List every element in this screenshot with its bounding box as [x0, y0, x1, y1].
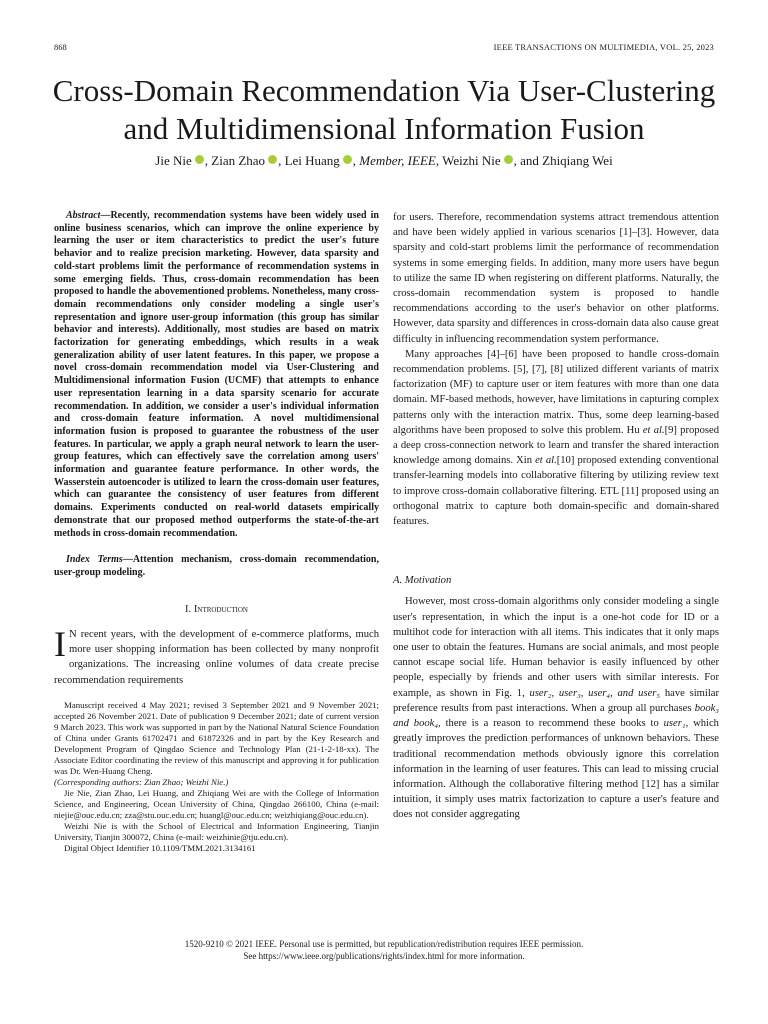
author-list — [40, 153, 728, 169]
intro-paragraph-text: N recent years, with the development of e-commerce platforms, much more user shopping information has been collected by many nonprofit organizations. The increasing online volumes of data create precise recommendation requirements — [54, 628, 379, 686]
math-user1: user₁ — [663, 718, 686, 730]
copyright-line-1: 1520-9210 © 2021 IEEE. Personal use is permitted, but republication/redistribution requires IEEE permission. — [184, 939, 584, 949]
footnote-manuscript — [54, 700, 379, 788]
author-1: Jie Nie — [155, 153, 192, 168]
page-number: 868 — [54, 42, 67, 52]
p2-text-c: [10] proposed extending conventional transfer-learning models into collaborative filtering by utilizing review text to improve cross-domain collaborative filtering. ETL [11] proposed using an orthogonal matrix to capture both domain-specific and domain-shared features. — [393, 455, 719, 528]
footnote-corresponding: (Corresponding authors: Zian Zhao; Weizhi Nie.) — [54, 776, 229, 787]
orcid-icon[interactable] — [343, 155, 352, 164]
body-paragraph-1: for users. Therefore, recommendation systems attract tremendous attention and have been widely applied in various scenarios [1]–[3]. However, data sparsity and cold-start problems limit the performance of recommendation systems in some emerging fields. In addition, many more users have begun to utilize the same ID when registering on different platforms. Naturally, the cross-domain recommendation system is proposed to handle recommendations according to the user's behavior on other platforms. However, data sparsity and differences in cross-domain data also cause great difficulty in influencing recommendation system performance. — [393, 212, 719, 345]
copyright-notice — [54, 938, 714, 962]
intro-paragraph — [54, 623, 379, 688]
author-3: , Lei Huang — [278, 153, 340, 168]
title-line-2: and Multidimensional Information Fusion — [123, 111, 645, 146]
p2-etal-1: et al. — [642, 424, 665, 436]
p2-text-b: [9] proposed a deep cross-connection network to learn and transfer the shared interaction knowledge among domains. Xin — [393, 424, 719, 467]
index-terms-text: —Attention mechanism, cross-domain recommendation, user-group modeling. — [54, 554, 379, 578]
p2-etal-2: et al. — [535, 455, 557, 467]
abstract-text: —Recently, recommendation systems have been widely used in online business scenarios, which can improve the online experience by learning the user or item characteristics to predict the user's future behavior and to realize precision marketing. However, data sparsity and cold-start problems limit the performance of recommendation systems in some emerging fields. Thus, cross-domain recommendation has been proposed to handle the abovementioned problems. Nonetheless, many cross-domain recommendations only consider modeling a single user's representation and ignore user-group information (this group has similar behavior and interests). Additionally, most studies are based on matrix factorization for generating embeddings, which results in a weak generalization ability of user latent features. In this paper, we propose a novel cross-domain recommendation model via User-Clustering and Multidimensional information Fusion (UCMF) that attempts to enhance user representation learning in a data sparsity scenario for accurate recommendation. In addition, we consider a user's individual information and cross-domain feature information. A novel multidimensional information fusion is proposed to guarantee the robustness of the user features. In particular, we apply a graph neural network to learn the user-group features, which can effectively save the correlation among users' information and guarantee feature performance. In other words, the Wasserstein autoencoder is utilized to learn the cross-domain user features, which can guarantee the consistency of user features from different domains. Experiments conducted on real-world datasets empirically demonstrate that our proposed method outperforms the state-of-the-art methods in cross-domain recommendation. — [54, 210, 379, 539]
section-number: I. — [185, 603, 194, 615]
p3-text-c: , there is a reason to recommend these books to — [438, 718, 664, 730]
footnote-manuscript-text: Manuscript received 4 May 2021; revised 3 September 2021 and 9 November 2021; accepted 26 November 2021. Date of publication 9 December 2021; date of current version 9 March 2023. This work was supported in part by the National Natural Science Foundation of China under Grants 61702471 and 61872326 and in part by the Key Research and Development Program of Qingdao Science and Technology Plan (21-1-2-18-xx). The Associate Editor coordinating the review of this manuscript and approving it for publication was Dr. Wen-Huang Cheng. — [54, 699, 379, 776]
author-5: , and Zhiqiang Wei — [513, 153, 613, 168]
p3-text-b: have similar preference results from past interactions. When a group all purchases — [393, 687, 720, 714]
abstract-label: Abstract — [66, 210, 101, 221]
orcid-icon[interactable] — [268, 155, 277, 164]
footnote-affiliation-2: Weizhi Nie is with the School of Electrical and Information Engineering, Tianjin University, Tianjin 300072, China (e-mail: weizhinie@tju.edu.cn). — [54, 820, 379, 842]
author-2: , Zian Zhao — [204, 153, 266, 168]
orcid-icon[interactable] — [195, 155, 204, 164]
math-books: book₃ and book₄ — [393, 702, 719, 730]
left-column — [54, 210, 379, 854]
footnote-doi: Digital Object Identifier 10.1109/TMM.2021.3134161 — [64, 842, 256, 853]
subsection-heading-motivation: A. Motivation — [393, 575, 452, 587]
index-terms — [54, 554, 379, 579]
section-heading-introduction — [54, 602, 379, 617]
copyright-line-2: See https://www.ieee.org/publications/rights/index.html for more information. — [243, 951, 525, 961]
paper-title — [40, 72, 728, 148]
body-paragraph-2 — [393, 347, 719, 529]
math-users: user₂, user₃, user₄, and user₅ — [529, 687, 661, 699]
p2-text-a: Many approaches [4]–[6] have been proposed to handle cross-domain recommendation problems. [5], [7], [8] utilized different variants of matrix factorization (MF) to capture user or item features with more than one data domain. MF-based methods, however, have limitations in capturing complex patterns only with the interaction matrix. Thus, some deep learning-based algorithms have been proposed to solve this problem. Hu — [393, 348, 719, 436]
p3-text-a: However, most cross-domain algorithms only consider modeling a single user's representation, in which the input is a one-hot code for ID or a multihot code for interaction with all items. This indicates that it only maps one user to obtain the features. Humans are social animals, and most people cannot escape social life. Human behavior is easily influenced by other people, especially by friends and other users with similar interests. For example, as shown in Fig. 1, — [393, 596, 719, 699]
section-title: Introduction — [193, 603, 248, 615]
footnotes — [54, 700, 379, 854]
running-head: IEEE TRANSACTIONS ON MULTIMEDIA, VOL. 25, 2023 — [493, 42, 714, 52]
abstract — [54, 210, 379, 540]
title-line-1: Cross-Domain Recommendation Via User-Clustering — [52, 73, 716, 108]
index-terms-label: Index Terms — [66, 554, 123, 566]
footnote-affiliation-1: Jie Nie, Zian Zhao, Lei Huang, and Zhiqiang Wei are with the College of Information Science, and Engineering, Ocean University of China, Qingdao 266100, China (e-mail: niejie@ouc.edu.cn; zza@stu.ouc.edu.cn; huangl@ouc.edu.cn; weizhiqiang@ouc.edu.cn). — [54, 787, 379, 820]
drop-cap: I — [54, 623, 66, 664]
orcid-icon[interactable] — [504, 155, 513, 164]
author-membership: , Member, IEEE — [352, 153, 436, 168]
p3-text-d: , which greatly improves the prediction performances of unknown behaviors. These traditional recommendation methods obviously ignore this correlation information in the learning of user features. This can lead to missing crucial information. Although the collaborative filtering method [12] has a similar intuition, it simply uses matrix factorization to capture a user's feature and does not consider aggregating — [393, 718, 719, 821]
body-paragraph-3 — [393, 594, 719, 822]
author-4: , Weizhi Nie — [435, 153, 501, 168]
right-column — [393, 210, 719, 823]
